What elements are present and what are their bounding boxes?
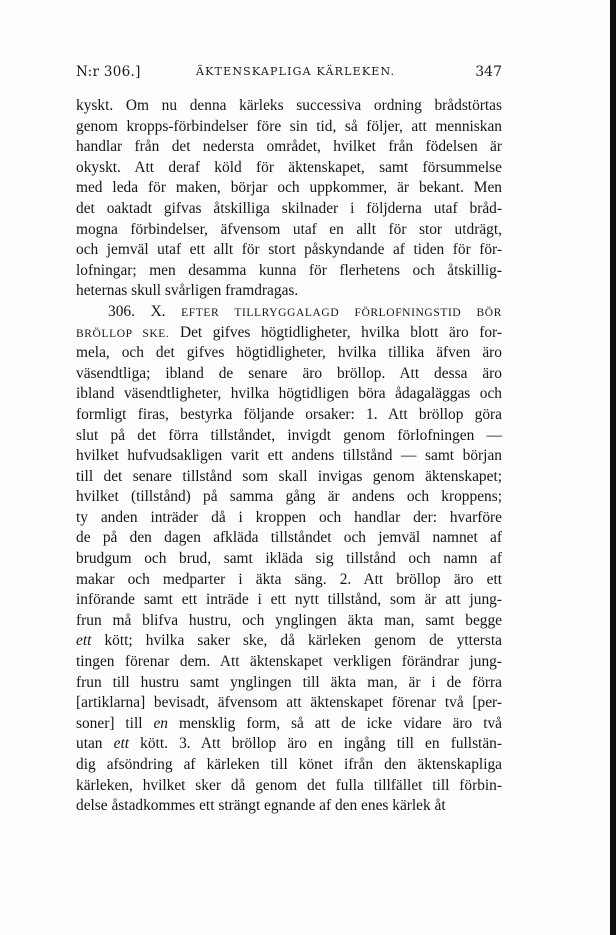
text-line: ibland väsendtligheter, hvilka högtidligen böra ådagaläggas och [76,385,502,403]
text-line: formligt firas, bestyrka följande orsaker: 1. Att bröllop göra [76,405,502,423]
text-line: och jemväl utaf ett allt för stort påskyndande af tiden för för- [76,241,502,259]
text-line: tingen förenar dem. Att äktenskapet verkligen förändrar jung- [76,653,502,671]
text-line: heternas skull svårligen framdragas. [76,282,299,300]
text-line [76,302,502,323]
text-line: dig afsöndring af kärleken till könet ifrån den äktenskapliga [76,756,502,773]
section-heading: EFTER TILLRYGGALAGD FÖRLOFNINGSTID BÖR [181,306,502,319]
running-header [76,64,502,86]
text-line: hvilket hufvudsakligen varit ett andens tillstånd — samt början [76,447,502,465]
text-line: kärleken, hvilket sker då genom det fulla tillfället till förbin- [76,776,502,794]
text-line: lofningar; men desamma kunna för flerhetens och åtskillig- [76,261,502,279]
text-line: slut på det förra tillståndet, invigdt genom förlofningen — [76,426,502,444]
text-span: kött. 3. Att bröllop äro en ingång till en fullstän- [129,735,502,753]
text-line: kyskt. Om nu denna kärleks successiva ordning brådstörtas [76,97,502,114]
text-line: frun till hustru samt ynglingen till äkta man, är i de förra [76,673,502,691]
text-line: delse åstadkommes ett strängt egnande af den enes kärlek åt [76,797,446,815]
text-line: med leda för maken, börjar och uppkommer, är bekant. Men [76,179,502,197]
text-line: okyskt. Att deraf köld för äktenskapet, samt försummelse [76,158,502,176]
text-line [76,714,502,735]
text-span: soner] till [76,714,154,732]
text-line: genom kropps-förbindelser före sin tid, så följer, att menniskan [76,117,502,135]
text-line: brudgum och brud, samt ikläda sig tillstånd och namn af [76,550,502,568]
text-span: kött; hvilka saker ske, då kärleken genom de yttersta [91,632,502,650]
text-line: väsendtliga; ibland de senare äro bröllop. Att dessa äro [76,364,502,382]
text-line: mela, och det gifves högtidligheter, hvilka tillika äfven äro [76,344,502,362]
text-line: hvilket (tillstånd) på samma gång är andens och kroppens; [76,488,502,506]
text-line: ty anden inträder då i kroppen och handlar der: hvarföre [76,508,502,526]
text-line: de på den dagen afkläda tillståndet och jemväl namnet af [76,529,502,547]
section-number: N:r 306.] [76,64,141,80]
running-title: ÄKTENSKAPLIGA KÄRLEKEN. [196,65,396,78]
italic-word: en [153,714,168,732]
text-line [76,323,502,344]
text-line: till det senare tillstånd som skall invigas genom äktenskapet; [76,467,502,485]
italic-word: ett [76,632,92,650]
text-line: mogna förbindelser, äfvensom utaf en allt för stor utdrägt, [76,220,502,238]
text-line: införande samt ett inträde i ett nytt tillstånd, som är att jung- [76,591,502,609]
text-line [76,734,502,755]
text-line: frun må blifva hustru, och ynglingen äkta man, samt begge [76,611,502,629]
section-heading: BRÖLLOP SKE. [76,327,170,340]
text-line: det oaktadt gifvas åtskilliga skilnader i följderna utaf bråd- [76,199,502,217]
text-span: Det gifves högtidligheter, hvilka blott äro for- [179,323,502,341]
page-number: 347 [475,64,502,80]
paragraph-number: 306. [108,302,135,320]
roman-numeral: X. [150,302,166,320]
italic-word: ett [113,735,130,753]
text-line: [artiklarna] bevisadt, äfvensom att äktenskapet förenar två [per- [76,694,502,712]
text-span: mensklig form, så att de icke vidare äro två [168,714,502,732]
text-line: handlar från det nedersta området, hvilket från födelsen är [76,138,502,156]
text-span: utan [76,735,114,753]
text-line [76,631,502,652]
body-text [76,96,502,817]
text-line: makar och medparter i äkta säng. 2. Att bröllop äro ett [76,570,502,588]
